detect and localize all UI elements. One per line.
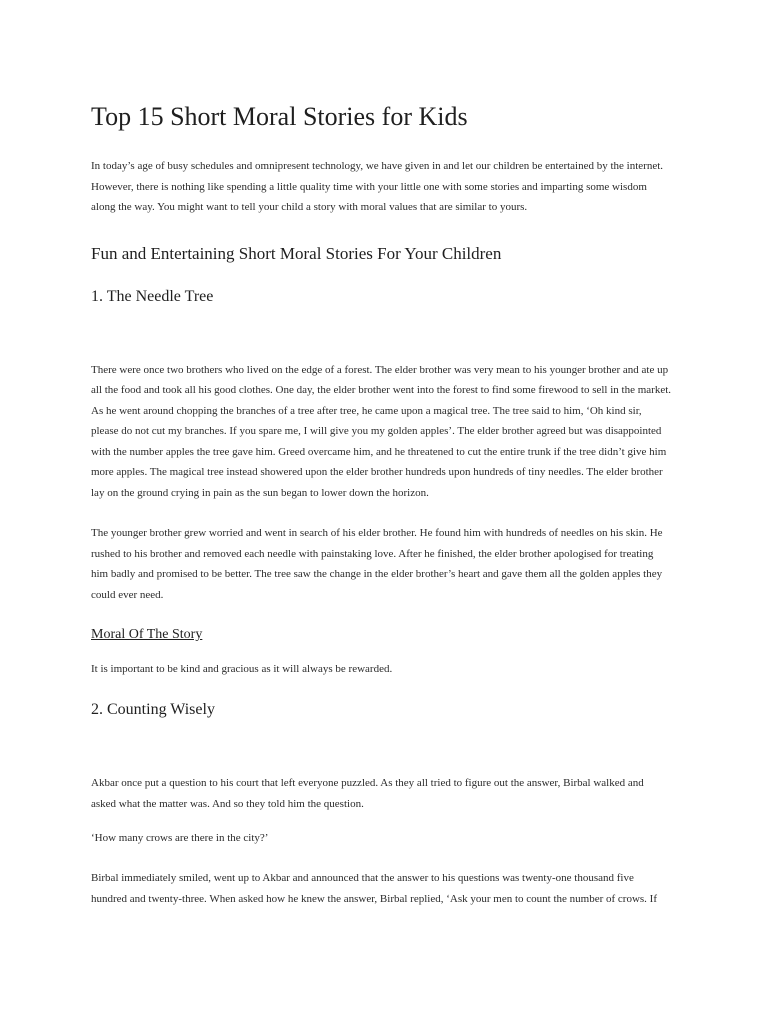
intro-paragraph: In today’s age of busy schedules and omnipresent technology, we have given in and let our children be entertained by the internet. However, there is nothing like spending a little quality time with your little one with some stories and imparting some wisdom along the way. You might want to tell your child a story with moral values that are similar to yours.: [91, 160, 664, 213]
article-body: [91, 98, 671, 909]
moral-text: It is important to be kind and gracious as it will always be rewarded.: [91, 663, 393, 675]
story-paragraph: The younger brother grew worried and went in search of his elder brother. He found him with hundreds of needles on his skin. He rushed to his brother and removed each needle with painstaking love. After he finished, the elder brother apologised for treating him badly and promised to be better. The tree saw the change in the elder brother’s heart and gave them all the golden apples they could ever need.: [91, 527, 663, 601]
story-heading-needle-tree: 1. The Needle Tree: [91, 287, 214, 305]
moral-heading: Moral Of The Story: [91, 627, 203, 642]
story-paragraph: Birbal immediately smiled, went up to Akbar and announced that the answer to his questions was twenty-one thousand five hundred and twenty-three. When asked how he knew the answer, Birbal replied, ‘Ask your men to count the number of crows. If: [91, 872, 657, 905]
quote-paragraph: ‘How many crows are there in the city?’: [91, 832, 269, 844]
story-paragraph: Akbar once put a question to his court that left everyone puzzled. As they all tried to figure out the answer, Birbal walked and asked what the matter was. And so they told him the question.: [91, 777, 644, 810]
story-paragraph: There were once two brothers who lived on the edge of a forest. The elder brother was very mean to his younger brother and ate up all the food and took all his good clothes. One day, the elder brother went into the forest to find some firewood to sell in the market. As he went around chopping the branches of a tree after tree, he came upon a magical tree. The tree said to him, ‘Oh kind sir, please do not cut my branches. If you spare me, I will give you my golden apples’. The elder brother agreed but was disappointed with the number apples the tree gave him. Greed overcame him, and he threatened to cut the entire trunk if the tree didn’t give him more apples. The magical tree instead showered upon the elder brother hundreds upon hundreds of tiny needles. The elder brother lay on the ground crying in pain as the sun began to lower down the horizon.: [91, 363, 672, 499]
page-title: Top 15 Short Moral Stories for Kids: [91, 102, 468, 131]
story-heading-counting-wisely: 2. Counting Wisely: [91, 701, 215, 718]
section-heading: Fun and Entertaining Short Moral Stories For Your Children: [91, 243, 502, 263]
